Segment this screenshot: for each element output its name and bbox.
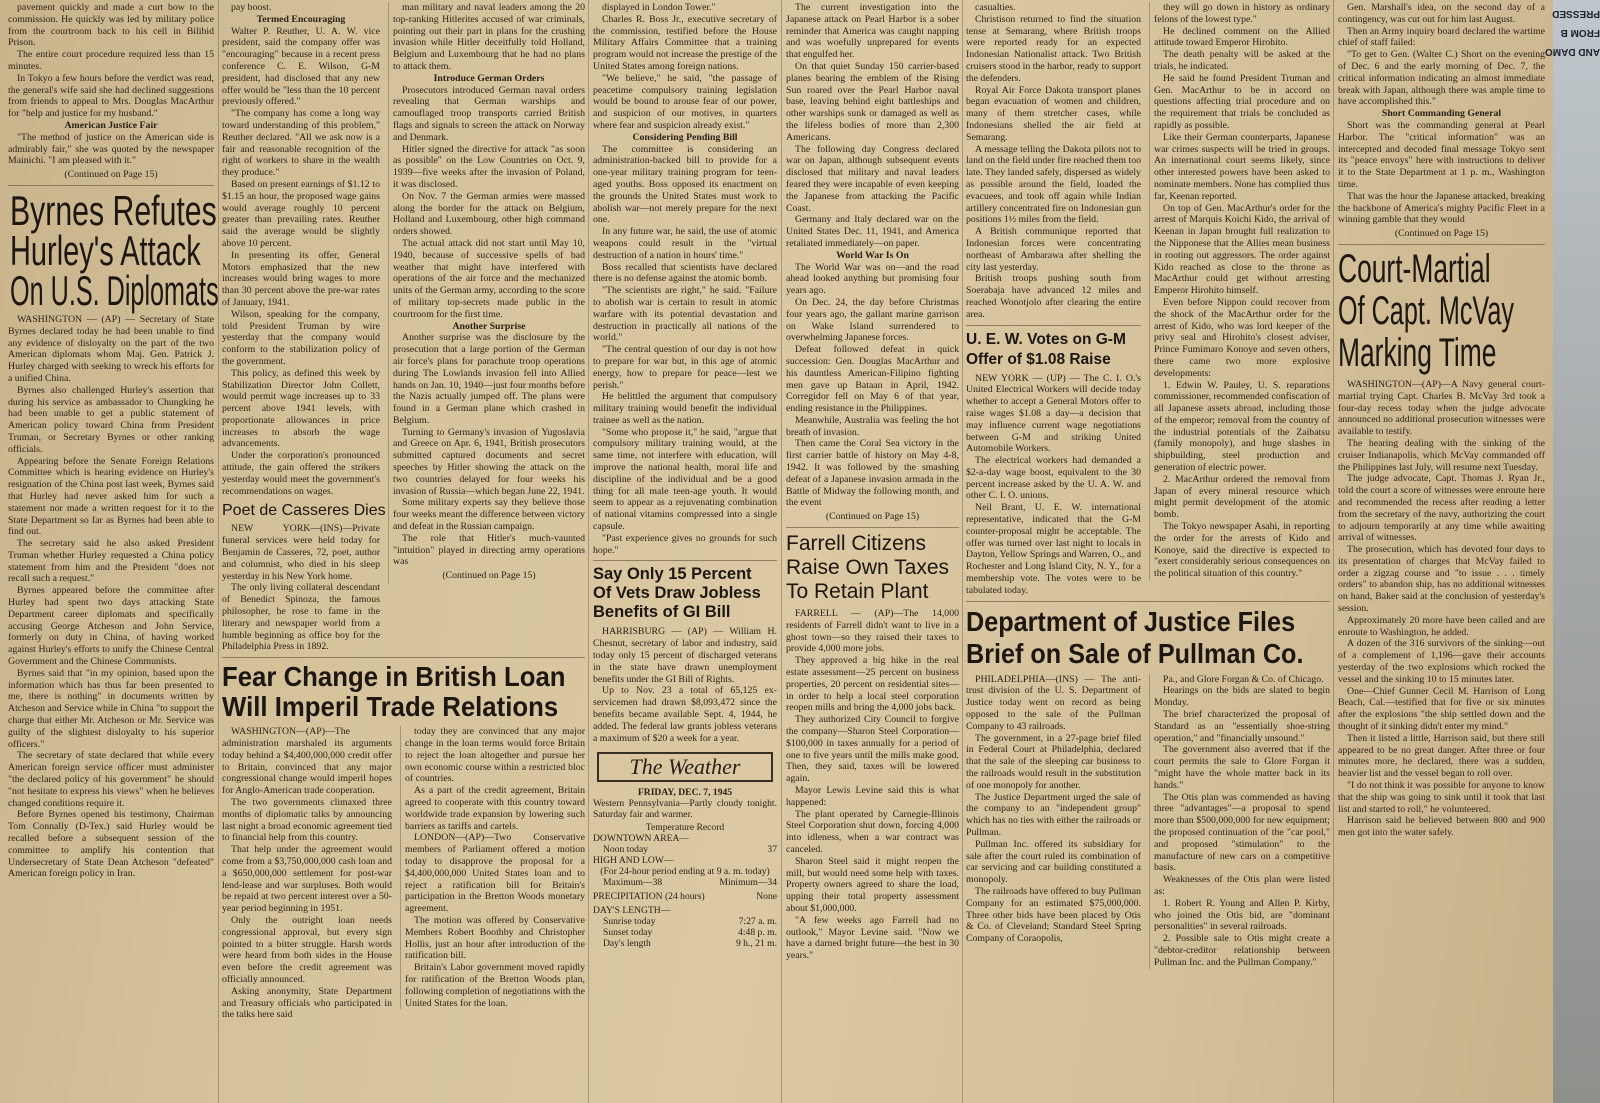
japan-war-crimes-story bbox=[1149, 2, 1330, 580]
paragraph: The government also averred that if the court permits the sale to Glore Forgan it "might have the whole matter back in its hands." bbox=[1154, 744, 1330, 791]
nazi-trial-story bbox=[388, 2, 585, 584]
paragraph: The railroads have offered to buy Pullman Company for an estimated $75,000,000. Three other bids have been placed by Otis & Co. of Cleveland; Standard Steel Spring Company of Coraopolis, bbox=[966, 886, 1141, 945]
headline-line: Marking Time bbox=[1338, 330, 1497, 375]
column-rule bbox=[1333, 0, 1334, 1103]
paragraph: Weaknesses of the Otis plan were listed as: bbox=[1154, 874, 1330, 897]
columns-f-g bbox=[966, 2, 1330, 969]
paragraph: Mayor Lewis Levine said this is what happened: bbox=[786, 785, 959, 808]
paragraph: The role that Hitler's much-vaunted "intuition" played in directing army operations was bbox=[393, 532, 585, 568]
paragraph: FARRELL — (AP)—The 14,000 residents of Farrell didn't want to live in a ghost town—so they raised their taxes to provide 4,000 more jobs. bbox=[786, 608, 959, 655]
day-length-heading: DAY'S LENGTH— bbox=[593, 905, 671, 917]
paragraph: On Nov. 7 the German armies were massed along the border for the attack on Belgium, Holland and Luxembourg, other high command orders showed. bbox=[393, 190, 585, 238]
paragraph: The secretary of state declared that while every American foreign service officer must administer "the declared policy of his government" he should "not hesitate to express his views" when he believes changed conditions require it. bbox=[8, 750, 214, 809]
pearl-harbor-anniversary-story bbox=[786, 2, 959, 523]
headline-line: Byrnes Refutes bbox=[10, 186, 217, 234]
paragraph: The brief characterized the proposal of Standard as an "essentially shoe-string operation," and "financially unsound." bbox=[1154, 709, 1330, 744]
continued-note: (Continued on Page 15) bbox=[64, 169, 158, 181]
paragraph: "I do not think it was possible for anyone to know that the ship was going to sink until it took that last list and started to roll," he volunteered. bbox=[1338, 780, 1545, 815]
paragraph: Pa., and Glore Forgan & Co. of Chicago. bbox=[1163, 673, 1324, 685]
paragraph: they will go down in history as ordinary felons of the lowest type." bbox=[1154, 2, 1330, 25]
paragraph: The electrical workers had demanded a $2-a-day wage boost, equivalent to the 30 percent increase asked by the U. A. W. and other C. I. O. unions. bbox=[966, 455, 1141, 502]
java-fighting-story bbox=[966, 2, 1141, 321]
paragraph: Sharon Steel said it might reopen the mill, but would need some help with taxes. Property owners agreed to share the load, upping their total property assessment about $1,000,000. bbox=[786, 855, 959, 914]
paragraph: Byrnes appeared before the committee after Hurley had spent two days attacking State Department career diplomats and specifically accusing George Atcheson and John Service, formerly on duty in China, of having worked against Hurley's efforts to unify the Chinese Central Government and the Chinese Communists. bbox=[8, 585, 214, 668]
paragraph: The Justice Department urged the sale of the company to an "independent group" which has no ties with either the railroads or Pullman. bbox=[966, 791, 1141, 839]
weather-box bbox=[593, 752, 777, 949]
paragraph: The only living collateral descendant of Benedict Spinoza, the famous philosopher, he rose to fame in the literary and newspaper world from a humble beginning as office boy for the Philadelphia Press in 1892. bbox=[222, 582, 380, 653]
precip-value: None bbox=[756, 891, 777, 903]
paragraph: Asking anonymity, State Department and Treasury officials who participated in the talks here said bbox=[222, 985, 392, 1021]
pullman-columns bbox=[966, 674, 1330, 969]
headline-line: Will Imperil Trade Relations bbox=[222, 691, 559, 723]
paragraph: Germany and Italy declared war on the United States Dec. 11, 1941, and America retaliated immediately—on paper. bbox=[786, 214, 959, 249]
byrnes-article bbox=[8, 314, 214, 880]
headline-line: Hurley's Attack bbox=[10, 226, 201, 274]
paragraph: He said he found President Truman and Gen. MacArthur to be in accord on questions affecting trial procedure and on the requirement that trials be concluded as rapidly as possible. bbox=[1154, 72, 1330, 131]
poet-headline: Poet de Casseres Dies bbox=[222, 502, 386, 520]
weather-forecast: Western Pennsylvania—Partly cloudy tonight. Saturday fair and warmer. bbox=[593, 798, 777, 821]
british-loan-article-col1 bbox=[222, 726, 392, 1021]
paragraph: Byrnes also challenged Hurley's assertion that during his service as ambassador to Chungking he had been unable to get a public statement of American policy toward China from President Truman, or Secretary Byrnes or other ranking officials. bbox=[8, 384, 214, 455]
paragraph: "The scientists are right," he said. "Failure to abolish war is certain to result in atomic warfare with its potential devastation and destruction in practically all nations of the world." bbox=[593, 285, 777, 344]
subheading: Termed Encouraging bbox=[256, 13, 346, 25]
paragraph: The following day Congress declared war on Japan, although subsequent events disclosed that military and naval leaders feared they were incapable of even keeping the Japanese from attacking the Pacific Coast. bbox=[786, 143, 959, 214]
paragraph: Then came the Coral Sea victory in the first carrier battle of history on May 4-8, 1942. It was followed by the smashing defeat of a Japanese invasion armada in the Battle of Midway the following month, and the event bbox=[786, 438, 959, 509]
sunrise-value: 7:27 a. m. bbox=[738, 916, 777, 928]
paragraph: NEW YORK — (UP) — The C. I. O.'s United Electrical Workers will decide today whether to accept a General Motors offer to raise wages $1.08 a day—a decision that may influence current wage negotiations between G-M and striking United Automobile Workers. bbox=[966, 372, 1141, 455]
paragraph: The actual attack did not start until May 10, 1940, because of successive spells of bad weather that might have interfered with operations of the air force and the mechanized units of the German army, according to the score of military top-secrets made public in the courtroom for the first time. bbox=[393, 237, 585, 320]
paragraph: 1. Robert R. Young and Allen P. Kirby, who joined the Otis bid, are "dominant personalities" in several railroads. bbox=[1154, 897, 1330, 933]
paragraph: Wilson, speaking for the company, told President Truman by wire yesterday that the company would conform to the stabilization policy of the government. bbox=[222, 308, 380, 367]
paragraph: "A few weeks ago Farrell had no outlook," Mayor Levine said. "Now we have a darned bright future—the best in 30 years." bbox=[786, 914, 959, 962]
paragraph: The World War was on—and the road ahead looked anything but promising four years ago. bbox=[786, 261, 959, 297]
headline-line: Of Vets Draw Jobless bbox=[593, 584, 761, 603]
paragraph: Like their German counterparts, Japanese war crimes suspects will be tried in groups. An international court seems likely, since other interested powers have been asked to nominate members. None has complied thus far, Keenan reported. bbox=[1154, 131, 1330, 202]
paragraph: "The company has come a long way toward understanding of this problem," Reuther declared. "All we ask now is a fair and reasonable recognition of the right of workers to share in the wealth they produce." bbox=[222, 108, 380, 179]
paragraph: Then it listed a little, Harrison said, but there still appeared to be no great danger. After three or four minutes more, he declared, there was a sudden, heavier list and the vessel began to roll over. bbox=[1338, 732, 1545, 780]
paragraph: NEW YORK—(INS)—Private funeral services were held today for Benjamin de Casseres, 72, poet, author and columnist, who died in his sleep yesterday in his New York home. bbox=[222, 523, 380, 582]
sunrise-label: Sunrise today bbox=[603, 916, 656, 928]
continued-note: (Continued on Page 15) bbox=[442, 570, 536, 582]
paragraph: The Otis plan was commended as having three "advantages"—a proposal to spend more than $500,000,000 for new equipment; the proposed continuation of the "car pool," and proposed "stimulation" to the manufacture of new cars on a competitive basis. bbox=[1154, 791, 1330, 874]
headline-line: Benefits of GI Bill bbox=[593, 603, 731, 622]
paragraph: Walter P. Reuther, U. A. W. vice president, said the company offer was "encouraging" because in a recent press conference C. E. Wilson, G-M president, had disclosed that any new offer would be "less than the 10 percent previously offered." bbox=[222, 25, 380, 108]
headline-line: Farrell Citizens bbox=[786, 532, 927, 556]
paragraph: Neil Brant, U. E. W. international representative, indicated that the G-M counter-proposal might be acceptable. The offer was turned over last night to locals in Dayton, Yellow Springs and Warren, O., and Rochester and Long Island City, N. Y., for a membership vote. The votes were to be tabulated today. bbox=[966, 502, 1141, 596]
downtown-label: DOWNTOWN AREA— bbox=[593, 833, 690, 845]
subheading: Short Commanding General bbox=[1381, 108, 1502, 120]
paragraph: WASHINGTON — (AP) — Secretary of State Byrnes declared today he had been unable to find any evidence of disloyalty on the part of the two American diplomats whom Maj. Gen. Patrick J. Hurley charged with seeking to wreck his efforts for a unified China. bbox=[8, 313, 214, 384]
paragraph: Then an Army inquiry board declared the wartime chief of staff failed: bbox=[1338, 25, 1545, 49]
paragraph: Defeat followed defeat in quick succession: Gen. Douglas MacArthur and his dauntless American-Filipino fighting men gave up Bataan in April, 1942. Corregidor fell on May 6 of that year, ending resistance in the Philippines. bbox=[786, 344, 959, 415]
column-rule bbox=[218, 0, 219, 1103]
paragraph: man military and naval leaders among the 20 top-ranking Hitlerites accused of war criminals, pointing out their part in plans for the crushing invasion while Hitler deceitfully told Holland, Belgium and Luxembourg that he had no plans to attack them. bbox=[393, 2, 585, 72]
paragraph: That help under the agreement would come from a $3,750,000,000 cash loan and a $650,000,000 settlement for post-war lend-lease and war surpluses. Both would be repaid at two percent interest over a 50-year period beginning in 1951. bbox=[222, 844, 392, 915]
paragraph: "The method of justice on the American side is admirably fair," she was quoted by the newspaper Mainichi. "I am pleased with it." bbox=[8, 131, 214, 167]
paragraph: Hearings on the bids are slated to begin Monday. bbox=[1154, 685, 1330, 709]
headline-line: Fear Change in British Loan bbox=[222, 661, 566, 693]
uew-headline bbox=[966, 330, 1141, 370]
paragraph: PHILADELPHIA—(INS) — The anti-trust division of the U. S. Department of Justice today went on record as being opposed to the sale of the Pullman Company to 43 railroads. bbox=[966, 673, 1141, 732]
sunset-value: 4:48 p. m. bbox=[738, 927, 777, 939]
continued-note: (Continued on Page 15) bbox=[825, 511, 920, 523]
pearl-harbor-inquiry-story bbox=[1338, 2, 1545, 240]
precip-label: PRECIPITATION (24 hours) bbox=[593, 891, 705, 903]
paragraph: 1. Edwin W. Pauley, U. S. reparations commissioner, recommended confiscation of all Japanese assets abroad, including those of the emperor; removal from the country of the industrial potentials of the Zaibatsu (family monopoly), and huge slashes in shipbuilding, steel production and generation of electric power. bbox=[1154, 379, 1330, 474]
paragraph: That was the hour the Japanese attacked, breaking the backbone of America's mighty Pacific Fleet in a winning gamble that they would bbox=[1338, 190, 1545, 226]
columns-b-c-top bbox=[222, 2, 585, 653]
column-h bbox=[1338, 2, 1545, 839]
mcvay-article bbox=[1338, 379, 1545, 839]
farrell-article bbox=[786, 608, 959, 962]
high-low-label: HIGH AND LOW— bbox=[593, 855, 674, 867]
temperature-heading: Temperature Record bbox=[645, 822, 725, 834]
paragraph: Boss recalled that scientists have declared there is no defense against the atomic bomb. bbox=[593, 261, 777, 285]
gm-wage-story bbox=[222, 2, 380, 497]
paragraph: He declined comment on the Allied attitude toward Emperor Hirohito. bbox=[1154, 25, 1330, 49]
length-label: Day's length bbox=[603, 938, 651, 950]
paragraph: Turning to Germany's invasion of Yugoslavia and Greece on Apr. 6, 1941, British prosecutors submitted captured documents and secret speeches by Hitler showing the attack on the two countries delayed for four weeks his invasion of Russia—which began June 22, 1941. bbox=[393, 426, 585, 497]
headline-line: Of Capt. McVay bbox=[1338, 288, 1514, 333]
divider bbox=[8, 185, 214, 186]
paragraph: "We believe," he said, "the passage of peacetime compulsory training legislation would be bound to arouse fear of our power, and suspicion of our motives, in quarters where fear and suspicion already exist." bbox=[593, 72, 777, 131]
paragraph: They approved a big hike in the real estate assessment—25 percent on business properties, 20 percent on residential sites—in order to help a local steel corporation reopen mills and bring the 4,000 jobs back. bbox=[786, 655, 959, 714]
divider bbox=[1338, 244, 1545, 245]
paragraph: The entire court procedure required less than 15 minutes. bbox=[8, 49, 214, 72]
column-f bbox=[966, 2, 1141, 597]
paragraph: Based on present earnings of $1.12 to $1.15 an hour, the proposed wage gains would average roughly 10 percent greater than prevailing rates. Reuther said the average would be slightly above 10 percent. bbox=[222, 178, 380, 249]
continued-note: (Continued on Page 15) bbox=[1394, 228, 1489, 240]
column-d bbox=[593, 2, 777, 949]
column-a bbox=[8, 2, 219, 880]
sunset-label: Sunset today bbox=[603, 927, 653, 939]
paragraph: The motion was offered by Conservative Members Robert Boothby and Christopher Hollis, just an hour after introduction of the ratification bill. bbox=[405, 914, 585, 962]
paragraph: pay boost. bbox=[231, 2, 272, 13]
weather-date: FRIDAY, DEC. 7, 1945 bbox=[637, 787, 733, 799]
headline-line: Department of Justice Files bbox=[966, 605, 1296, 637]
paragraph: 2. MacArthur ordered the removal from Japan of every mineral resource which might permit development of the atomic bomb. bbox=[1154, 473, 1330, 521]
paragraph: On Dec. 24, the day before Christmas four years ago, the gallant marine garrison on Wake Island surrendered to overwhelming Japanese forces. bbox=[786, 296, 959, 344]
paragraph: This policy, as defined this week by Stabilization Director John Collett, would permit wage increases up to 33 percent above 1941 levels, with proportionate allowances in price increases to absorb the wage advancements. bbox=[222, 367, 380, 450]
paragraph: They authorized City Council to forgive the company—Sharon Steel Corporation—$100,000 in taxes annually for a period of one to five years until the mills make good. Then, they said, taxes will be lowered again. bbox=[786, 714, 959, 785]
military-training-story bbox=[593, 2, 777, 556]
paragraph: A message telling the Dakota pilots not to land on the field under fire reached them too late. They landed safely, dispersed as widely as possible around the field, loaded the evacuees, and took off again while Indian artillery concentrated fire on Indonesian gun positions 1½ miles from the field. bbox=[966, 143, 1141, 226]
paragraph: Another surprise was the disclosure by the prosecution that a large portion of the German air force's plans for parachute troop operations during The Lowlands invasion fell into Allied hands on Jan. 10, 1940—just four months before the Nazis actually jumped off. The plans were found in a German plane which crashed in Belgium. bbox=[393, 332, 585, 426]
headline-line: Say Only 15 Percent bbox=[593, 565, 752, 584]
paragraph: Pullman Inc. offered its subsidiary for sale after the court ruled its combination of car servicing and car building constituted a monopoly. bbox=[966, 838, 1141, 886]
paragraph: A dozen of the 316 survivors of the sinking—out of a complement of 1,196—gave their accounts yesterday of the two explosions which rocked the vessel and the sinking 10 to 15 minutes later. bbox=[1338, 638, 1545, 685]
headline-line: On U.S. Diplomats bbox=[10, 266, 219, 314]
subheading: Introduce German Orders bbox=[433, 72, 545, 84]
noon-label: Noon today bbox=[603, 844, 649, 856]
columns-b-c bbox=[222, 2, 585, 1021]
british-loan-headline bbox=[222, 662, 585, 722]
british-loan-article-col2 bbox=[400, 726, 585, 1009]
divider bbox=[966, 601, 1330, 602]
paragraph: today they are convinced that any major change in the loan terms would force Britain to reject the loan altogether and pursue her own economic course within a restricted bloc of countries. bbox=[405, 726, 585, 785]
column-rule bbox=[588, 0, 589, 1103]
pullman-article-col1 bbox=[966, 674, 1141, 945]
paragraph: "Past experience gives no grounds for such hope." bbox=[593, 532, 777, 556]
headline-line: To Retain Plant bbox=[786, 580, 929, 604]
paragraph: The government, in a 27-page brief filed in Federal Court at Philadelphia, declared that the sale of the sleeping car business to the railroads would result in the substitution of one monopoly for another. bbox=[966, 732, 1141, 791]
paragraph: On top of Gen. MacArthur's order for the arrest of Marquis Koichi Kido, the arrival of Keenan in Japan brought full realization to the Nipponese that the Allies mean business in rooting out aggressors. The order against Kido reached as close to the throne as MacArthur could get without arresting Emperor Hirohito himself. bbox=[1154, 202, 1330, 297]
poet-article bbox=[222, 523, 380, 653]
paragraph: WASHINGTON—(AP)—The administration marshaled its arguments today behind a $4,400,000,000 credit offer to Britain, convinced that any major congressional change would imperil hopes for Anglo-American trade cooperation. bbox=[222, 726, 392, 797]
paragraph: The death penalty will be asked at the trials, he indicated. bbox=[1154, 49, 1330, 72]
paragraph: Approximately 20 more have been called and are enroute to Washington, he added. bbox=[1338, 614, 1545, 638]
paragraph: LONDON—(AP)—Two Conservative members of Parliament offered a motion today to disapprove the proposal for a $4,400,000,000 United States loan and to reject a ratification bill for Britain's participation in the Bretton Woods monetary agreement. bbox=[405, 832, 585, 915]
subheading: American Justice Fair bbox=[64, 119, 158, 131]
strip-line: PRESSED bbox=[1552, 8, 1600, 19]
period-note: (For 24-hour period ending at 9 a. m. today) bbox=[600, 866, 770, 878]
paragraph: Byrnes said that "in my opinion, based upon the information which has thus far been presented to me, there is nothing" in documents written by Atcheson and Service while in China "to support the charge that either Mr. Atcheson or Mr. Service was guilty of the slightest disloyalty to his superior officers." bbox=[8, 667, 214, 750]
divider bbox=[222, 657, 585, 658]
paragraph: Prosecutors introduced German naval orders revealing that German warships and camouflaged troop transports carried British flags and signals to screen the attack on Norway and Denmark. bbox=[393, 84, 585, 143]
paragraph: In any future war, he said, the use of atomic weapons could result in the "virtual destruction of a nation in hours' time." bbox=[593, 226, 777, 261]
paragraph: The judge advocate, Capt. Thomas J. Ryan Jr., told the court a score of witnesses were enroute here and recommended the recess after reading a letter from the secretary of the navy, authorizing the court to adjourn temporarily at any time while awaiting arrival of witnesses. bbox=[1338, 473, 1545, 544]
paragraph: On that quiet Sunday 150 carrier-based planes bearing the emblem of the Rising Sun roared over the Pearl Harbor naval base, leaving behind eight battleships and other warships sunk or damaged as well as the lifeless bodies of more than 2,300 Americans. bbox=[786, 60, 959, 143]
paragraph: Some military experts say they believe those four weeks meant the difference between victory and defeat in the Russian campaign. bbox=[393, 497, 585, 533]
farrell-headline bbox=[786, 532, 959, 604]
subheading: World War Is On bbox=[836, 249, 909, 261]
paragraph: 2. Possible sale to Otis might create a "debtor-creditor relationship between Pullman Inc. and the Pullman Company." bbox=[1154, 933, 1330, 968]
column-b bbox=[222, 2, 386, 653]
paragraph: "The central question of our day is not how to prepare for war but, in this age of atomic energy, how to prepare for peace—lest we perish." bbox=[593, 344, 777, 391]
paragraph: One—Chief Gunner Cecil M. Harrison of Long Beach, Cal.—testified that for five or six minutes after the explosions "the ship settled down and the thought of it sinking didn't enter my mind." bbox=[1338, 685, 1545, 733]
column-e bbox=[786, 2, 959, 962]
pullman-article-col2 bbox=[1149, 674, 1330, 969]
paragraph: casualties. bbox=[975, 2, 1016, 13]
paragraph: Short was the commanding general at Pearl Harbor. The "critical information" was an intercepted and decoded final message Tokyo sent its "peace envoys" here with instructions to deliver it to the State Department at 1 p. m., Washington time. bbox=[1338, 119, 1545, 190]
paragraph: Christison returned to find the situation tense at Semarang, where British troops were reported ready for an expected Indonesian Nationalist attack. Two British cruisers stood in the harbor, ready to support the defenders. bbox=[966, 13, 1141, 84]
paragraph: displayed in London Tower." bbox=[602, 2, 716, 13]
divider bbox=[786, 527, 959, 528]
paragraph: Appearing before the Senate Foreign Relations Committee which is hearing evidence on Hurley's resignation of the China post last week, Byrnes said that Hurley had never asked him for such a statement nor made a written request for it to the State Department so far as Byrnes had been able to find out. bbox=[8, 455, 214, 538]
paragraph: The prosecution, which has devoted four days to its presentation of charges that McVay failed to order a zigzag course and "to issue . . . timely orders" to abandon ship, has no additional witnesses on hand, Baker said at the conclusion of yesterday's session. bbox=[1338, 544, 1545, 615]
pullman-headline bbox=[966, 606, 1330, 670]
vets-headline bbox=[593, 565, 777, 622]
column-rule bbox=[962, 0, 963, 1103]
paragraph: The secretary said he also asked President Truman whether Hurley requested a China policy statement from him and the President "does not recall such a request." bbox=[8, 538, 214, 585]
length-value: 9 h., 21 m. bbox=[735, 938, 777, 950]
headline-line: Offer of $1.08 Raise bbox=[966, 350, 1111, 368]
byrnes-headline bbox=[10, 186, 219, 314]
paragraph: Only the outright loan needs congressional approval, but every sign pointed to a bitter struggle. Harsh words were heard from both sides in the House even before the credit agreement was officially announced. bbox=[222, 914, 392, 985]
paragraph: Up to Nov. 23 a total of 65,125 ex-servicemen had drawn $8,093,472 since the benefits became available Sept. 4, 1944, he added. The federal law grants jobless veterans a maximum of $20 a week for a year. bbox=[593, 685, 777, 744]
headline-line: Court-Martial bbox=[1338, 246, 1491, 291]
paragraph: The plant operated by Carnegie-Illinois Steel Corporation shut down, forcing 4,000 into idleness, when a war contract was canceled. bbox=[786, 808, 959, 855]
paragraph: "Some who propose it," he said, "argue that compulsory military training would, at the same time, not interfere with education, will improve the national health, moral life and discipline of the individual and be a good thing for all male teen-age youth. It would seem to appear as a rejuvenating combination of national vitamins compressed into a single capsule. bbox=[593, 426, 777, 533]
paragraph: Britain's Labor government moved rapidly for ratification of the Bretton Woods plan, following completion of negotiations with the United States for the loan. bbox=[405, 962, 585, 1009]
paragraph: WASHINGTON—(AP)—A Navy general court-martial trying Capt. Charles B. McVay 3rd took a four-day recess today when the judge advocate announced no additional prosecution witnesses were available to testify. bbox=[1338, 378, 1545, 438]
paragraph: "To get to Gen. (Walter C.) Short on the evening of Dec. 6 and the early morning of Dec. 7, the critical information indicating an almost immediate break with Japan, although there was ample time to have accomplished this." bbox=[1338, 49, 1545, 108]
paragraph: Charles R. Boss Jr., executive secretary of the commission, testified before the House Military Affairs Committee that a training program would not increase the prestige of the United States among foreign nations. bbox=[593, 13, 777, 72]
strip-line: FROM B bbox=[1560, 27, 1600, 38]
strip-line: AND DAMO bbox=[1545, 46, 1600, 57]
headline-line: Raise Own Taxes bbox=[786, 556, 950, 580]
max-temp: Maximum—38 bbox=[603, 877, 663, 889]
headline-line: Brief on Sale of Pullman Co. bbox=[966, 637, 1304, 669]
min-temp: Minimum—34 bbox=[719, 877, 777, 889]
paragraph: Meanwhile, Australia was feeling the hot breath of invasion. bbox=[786, 414, 959, 438]
subheading: Considering Pending Bill bbox=[632, 131, 738, 143]
war-crimes-story-end bbox=[8, 2, 214, 181]
paragraph: Royal Air Force Dakota transport planes began evacuation of women and children, many of them stretcher cases, while Indonesians shelled the air field at Semarang. bbox=[966, 84, 1141, 143]
divider bbox=[966, 325, 1141, 326]
subheading: Another Surprise bbox=[452, 320, 526, 332]
paragraph: Gen. Marshall's idea, on the second day of a contingency, was cut out for him last August. bbox=[1338, 2, 1545, 25]
noon-value: 37 bbox=[767, 844, 777, 856]
paragraph: A British communique reported that Indonesian forces were concentrating northeast of Ambarawa after shelling the city last yesterday. bbox=[966, 226, 1141, 273]
paragraph: Even before Nippon could recover from the shock of the MacArthur order for the arrest of Kido, who was lord keeper of the privy seal and Hirohito's closest adviser, Prince Fumimaro Konoye and seven others, there came two more explosive developments: bbox=[1154, 296, 1330, 379]
columns-f-g-top bbox=[966, 2, 1330, 597]
paragraph: He belittled the argument that compulsory military training would benefit the individual trainee as well as the nation. bbox=[593, 391, 777, 426]
headline-line: U. E. W. Votes on G-M bbox=[966, 330, 1126, 348]
paragraph: The hearing dealing with the sinking of the cruiser Indianapolis, which McVay commanded off the Philippines last July, will resume next Tuesday. bbox=[1338, 437, 1545, 473]
column-rule bbox=[781, 0, 782, 1103]
paragraph: In Tokyo a few hours before the verdict was read, the general's wife said she had declined suggestions from friends to appeal to Mrs. Douglas MacArthur for "help and justice for my husband." bbox=[8, 72, 214, 120]
divider bbox=[593, 560, 777, 561]
british-loan-columns bbox=[222, 726, 585, 1021]
paragraph: Harrison said he believed between 800 and 900 men got into the water safely. bbox=[1338, 815, 1545, 839]
uew-article bbox=[966, 373, 1141, 597]
paragraph: Hitler signed the directive for attack "as soon as possible" on the Low Countries on Oct. 9, 1939—five weeks after the invasion of Poland, it was disclosed. bbox=[393, 143, 585, 190]
paragraph: The two governments climaxed three months of diplomatic talks by announcing last night a broad economic agreement tied to financial help from this country. bbox=[222, 797, 392, 844]
paragraph: In presenting its offer, General Motors emphasized that the new increases would bring wages to more than 30 percent above the pre-war rates of January, 1941. bbox=[222, 249, 380, 308]
paragraph: pavement quickly and made a curt bow to the commission. He quickly was led by military police from the courtroom back to his cell in Bilibid Prison. bbox=[8, 2, 214, 49]
weather-title: The Weather bbox=[597, 752, 773, 782]
paragraph: Under the corporation's pronounced attitude, the gain offered the strikers yesterday would meet the government's recommendations on wages. bbox=[222, 450, 380, 497]
paragraph: The current investigation into the Japanese attack on Pearl Harbor is a sober reminder that America was caught napping and was woefully unprepared for events that engulfed her. bbox=[786, 2, 959, 61]
paragraph: British troops pushing south from Soerabaja have advanced 12 miles and reached Wonotjolo after clearing the entire area. bbox=[966, 273, 1141, 320]
mcvay-headline bbox=[1338, 246, 1545, 375]
vets-article bbox=[593, 626, 777, 744]
paragraph: The Tokyo newspaper Asahi, in reporting the order for the arrests of Kido and Konoye, said the directive is expected to "exert considerably serious consequences on the political situation of this country." bbox=[1154, 521, 1330, 580]
mirrored-backing-paper bbox=[1545, 0, 1600, 1103]
paragraph: The committee is considering an administration-backed bill to provide for a one-year military training program for teen-aged youths. Boss opposed its enactment on the grounds the United States must work to abolish war—not merely prepare for the next one. bbox=[593, 143, 777, 226]
paragraph: As a part of the credit agreement, Britain agreed to cooperate with this country toward worldwide trade expansion by lowering such barriers as tariffs and cartels. bbox=[405, 785, 585, 832]
paragraph: Before Byrnes opened his testimony, Chairman Tom Connally (D-Tex.) said Hurley would be recalled before a subsequent session of the committee to amplify his contention that Undersecretary of State Dean Atcheson "defeated" American foreign policy in Iran. bbox=[8, 809, 214, 880]
paragraph: HARRISBURG — (AP) — William H. Chesnut, secretary of labor and industry, said today only 15 percent of discharged veterans in the state have drawn unemployment benefits under the GI Bill of Rights. bbox=[593, 626, 777, 685]
